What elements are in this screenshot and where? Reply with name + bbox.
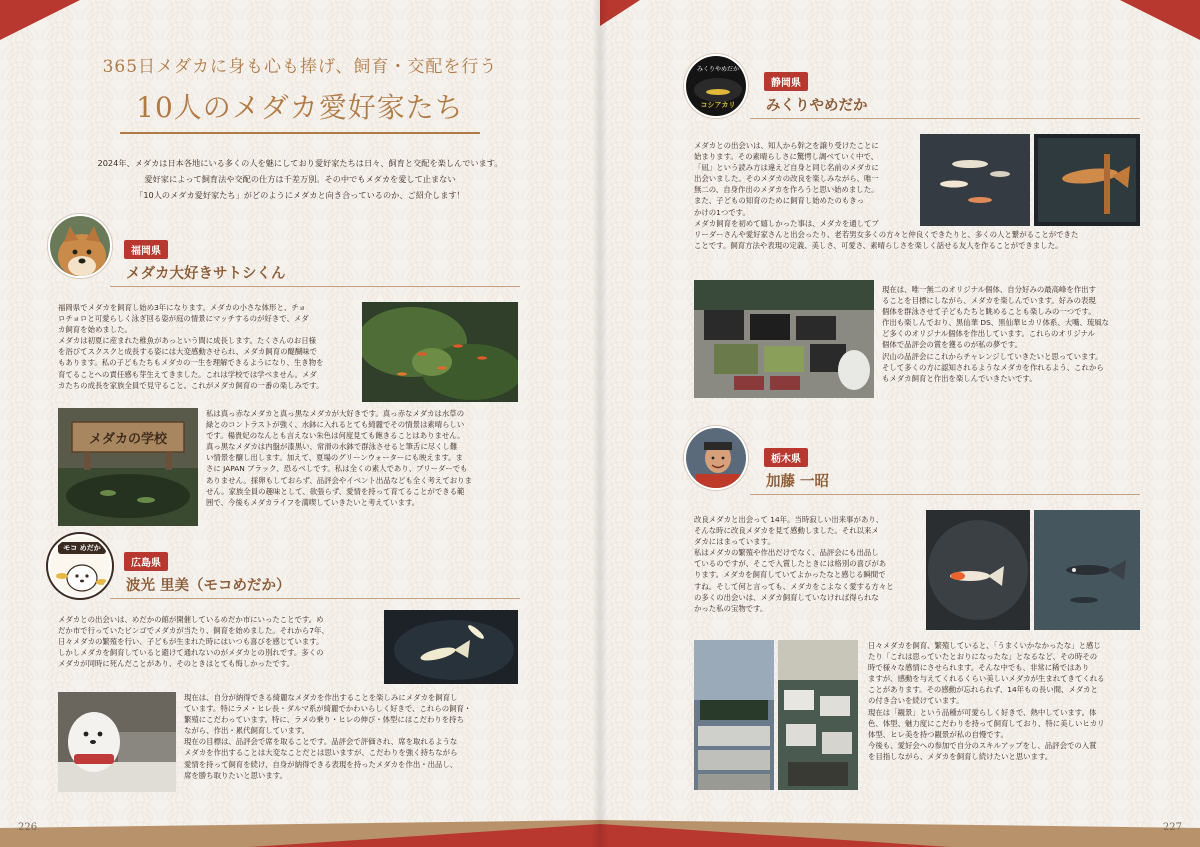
text-line: 日々メダカを飼育、繁殖していると、「うまくいかなかったな」と感じ [868,641,1101,650]
text-line: 改良メダカと出会って 14年。当時寂しい出来事があり、 [694,515,884,524]
white-medaka-photo [384,610,518,684]
text-line: メダカとの出会いは、めだかの館が開催しているめだか市にいったことです。め [58,615,324,624]
text-line: ダカにはまっています。 [694,537,775,547]
black-medaka-photo [1034,510,1140,630]
page-kicker: 365日メダカに身も心も捧げ、飼育・交配を行う [102,57,498,77]
text-line: を浴びてスクスクと成長する姿には大変感動させられ、メダカ飼育の醍醐味で [58,347,318,357]
text-line: ています。特にラメ・ヒレ長・ダルマ系が綺麗でかわいらしく好きで、これらの飼育・ [184,704,472,714]
text-line: メダカ飼育を初めて嬉しかった事は、メダカを通してブ [694,219,879,228]
person4-story-b [868,640,1140,762]
person3-story-c [882,284,1140,384]
prefecture-badge: 福岡県 [124,240,168,259]
text-line: 真っ黒なメダカは内盤が漆黒い、常滑の水鉢で群泳させると筆舌に尽くし難 [206,442,458,452]
text-line: 個体を群泳させて子どもたちと眺めることも楽しみの一つです。 [882,307,1096,317]
avatar-kato-portrait [684,426,748,490]
text-line: せん。家族全員の趣味として、欲張らず、愛情を持って育てることができる範 [206,486,465,496]
text-line: ことがあります。その感動が忘れられず、14年もの長い間、メダカと [868,685,1098,695]
text-line: ているのですが、そこで入賞したときには格別の喜びがあ [694,559,887,569]
medaka-school-sign-photo [58,408,198,526]
logo-bottom-text: コシアカリ [700,101,736,109]
text-line: 愛情を持って飼育を続け、自身が納得できる表現を持ったメダカを作出・出品し、 [184,759,458,769]
text-line: 日々メダカの繁殖を行い、子どもが生まれた時にはいつも喜びを感じています。 [58,637,324,647]
text-line: ありません。採卵もしておらず、品評会やイベント出品なども全く考えておりま [206,475,472,485]
text-line: 「凪」という読み方は違えど自身と同じ名前のメダカに [694,163,879,173]
name-divider [750,118,1140,119]
text-line: ります。メダカを飼育していてよかったなと感じる瞬間で [694,570,886,580]
title-underline [120,132,480,134]
prefecture-badge: 広島県 [124,552,168,571]
text-line: 個体で品評会の賞を獲るのが私の夢です。 [882,340,1022,350]
text-line: そんな時に改良メダカを見て感動しました。それ以来メ [694,526,879,536]
intro-line: 愛好家によって飼育法や交配の仕方は千差万別。その中でもメダカを愛して止まない [144,174,456,184]
page-number-left: 226 [18,822,38,833]
text-line: の多くの出会いは、メダカ飼育していなければ得られな [694,592,879,602]
breeding-tanks-photo [694,280,874,398]
top-right-ribbon [1120,0,1200,40]
text-line: 現在は、唯一無二のオリジナル個体、自分好みの最高峰を作出す [882,285,1096,294]
text-line: 現在は「観景」という品種が可愛らしく好きで、熱中しています。体 [868,707,1097,717]
text-line: リーダーさんや愛好家さんと出会ったり、老若男女多くの方々と仲良くできたりと、多くの人と繋がることができた [694,230,1079,240]
text-line: 作出も楽しんでおり、黒仙華 DS、黒仙華ヒカリ体系、大嘴、琉風な [882,318,1110,328]
medaka-tank-photo-1 [920,134,1030,226]
person-name: 加藤 一昭 [766,474,830,490]
text-line: を目指しながら、メダカを飼育し続けたいと思います。 [868,751,1053,761]
person1-story-b [206,408,518,508]
text-line: ながら、作出・累代飼育しています。 [184,726,310,736]
text-line: 繁殖にこだわっています。特に、ラメの乗り・ヒレの伸び・体型にはこだわりを持ち [184,715,464,725]
text-line: 沢山の品評会にこれからチャレンジしていきたいと思っています。 [882,351,1103,361]
person3-story-b [694,218,1140,251]
text-line: 育てることへの責任感も芽生えてきました。これは学校では学べません。メダ [58,369,317,379]
avatar-shiba-dog [48,214,112,278]
text-line: メダカは初夏に産まれた稚魚があっという間に成長します。たくさんのお日様 [58,336,317,346]
medaka-tank-photo-2 [1034,134,1140,226]
text-line: 現在は、自分が納得できる綺麗なメダカを作出することを楽しみにメダカを飼育し [184,693,458,702]
text-line: さに JAPAN ブラック、恐るべしです。私は全くの素人であり、ブリーダーでも [206,464,468,474]
text-line: 福岡県でメダカを飼育し始め3年になります。メダカの小さな体形と、チョ [58,303,306,312]
text-line: かけの1つです。 [694,207,750,217]
text-line: カたちの成長を家族全員で見守ること。これがメダカ飼育の一番の楽しみです。 [58,380,324,390]
text-line: メダカとの出会いは、知人から幹之を譲り受けたことに [694,141,879,150]
text-line: です。楊貴妃のなんとも言えない朱色は何度見ても飽きることはありません。 [206,431,465,441]
person3-story-a [694,140,916,218]
text-line: また、子どもの知育のために飼育し始めたのもきっ [694,196,864,206]
text-line: かった私の宝物です。 [694,603,768,613]
text-line: カ飼育を始めました。 [58,325,132,335]
text-line: 私は真っ赤なメダカと真っ黒なメダカが大好きです。真っ赤なメダカは水草の [206,409,465,418]
top-left-ribbon [0,0,80,40]
avatar-mikuriya-logo [684,54,748,118]
page-title: 10人のメダカ愛好家たち [136,91,464,124]
text-line: ど多くのオリジナル個体を作出しています。これらのオリジナル [882,329,1095,339]
name-divider [110,598,520,599]
bottom-ribbon-left [0,820,600,847]
orange-medaka-photo [926,510,1030,630]
text-line: 無二の、自身作出のメダカを作ろうと思い始めました。 [694,185,879,195]
intro-line: 2024年、メダカは日本各地にいる多くの人を魅にしており愛好家たちは日々、飼育と交配を楽しんでいます。 [97,158,503,168]
greenhouse-photo-2 [778,640,858,790]
text-line: ることを目標にしながら、メダカを楽しんでいます。好みの表現 [882,296,1096,306]
text-line: もあります。私の子どもたちもメダカの一生を理解できるようになり、生き物を [58,358,324,368]
text-line: 席を勝ち取りたいと思います。 [184,770,287,780]
text-line: メダカが同時に死んだことがあり、そのときはとても悔しかったです。 [58,659,294,669]
text-line: 現在の目標は、品評会で席を取ることです。品評会で評価され、席を取れるような [184,737,458,747]
person-name: メダカ大好きサトシくん [126,266,286,282]
text-line: ますが、感動を与えてくれるくらい美しいメダカが生まれてきてくれる [868,674,1105,684]
prefecture-badge: 静岡県 [764,72,808,91]
text-line: ことです。飼育方法や表現の定義、美しさ、可愛さ、素晴らしさを楽しく話せる友人を作ることができました。 [694,241,1063,251]
intro-line: 「10人のメダカ愛好家たち」がどのようにメダカと向き合っているのか、ご紹介します！ [135,190,465,200]
logo-top-text: みくりやめだか [696,66,739,73]
prefecture-badge: 栃木県 [764,448,808,467]
text-line: だか市で行っていたビンゴでメダカが当たり、飼育を始めました。それから7年、 [58,626,329,636]
person4-story-a [694,514,922,614]
text-line: 私はメダカの繁殖や作出だけでなく、品評会にも出品し [694,548,879,558]
text-line: 囲で、今後もメダカライフを満喫していきたいと考えています。 [206,497,420,507]
text-line: 緑とのコントラストが強く、水鉢に入れるとても綺麗でその情景は素晴らしい [206,420,465,430]
bottom-ribbon-right [600,820,1200,847]
person-name: 波光 里美（モコめだか） [126,578,291,594]
white-dog-photo [58,692,176,792]
text-line: い情景を醸し出します。加えて、夏場のグリーンウォーターにも映えます。ま [206,453,463,463]
person-name: みくりやめだか [766,98,868,114]
text-line: 今後も、愛好会への参加で自分のスキルアップをし、品評会での入賞 [868,740,1097,750]
name-divider [750,494,1140,495]
intro-paragraph [60,155,540,203]
text-line: 色、体型、魅力度にこだわりを持って飼育しており、特に美しいヒカリ [868,718,1105,728]
text-line: すね。そして何と言っても、メダカをこよなく愛する方々と [694,581,894,591]
text-line: 出会いました。そのメダカの改良を楽しみながら、唯一 [694,174,879,184]
person1-story-a [58,302,358,391]
right-page [600,0,1200,847]
text-line: ロチョロと可愛らしく泳ぎ回る姿が庭の情景にマッチするのが好きで、メダ [58,314,309,324]
person2-story-b [184,692,518,781]
name-divider [110,286,520,287]
text-line: そして多くの方に認知されるようなメダカを作れるよう、これから [882,362,1104,372]
page-number-right: 227 [1162,822,1182,833]
person2-story-a [58,614,378,669]
text-line: たり「これは思っていたとおりになったな」となるなど、その時その [868,652,1098,662]
book-gutter-shadow [592,0,608,847]
avatar-moko-medaka-logo [48,534,112,598]
text-line: もメダカ飼育と作出を楽しんでいきたいです。 [882,373,1037,383]
greenhouse-photo-1 [694,640,774,790]
sign-text: メダカの学校 [88,432,167,447]
pond-medaka-photo [362,302,518,402]
text-line: 始まります。その素晴らしさに驚愕し調べていく中で、 [694,152,879,162]
text-line: の付き合いを続けています。 [868,696,964,706]
text-line: しかしメダカを飼育していると避けて通れないのがメダカとの別れです。多くの [58,648,324,658]
text-line: 体型、ヒレ美を持つ観景が私の自慢です。 [868,729,1008,739]
logo-text: モコ めだか [63,544,101,552]
text-line: メダカを作出することは大変なことだとは思いますが、こだわりを強く持ちながら [184,748,458,758]
text-line: 時で様々な感情にさせられます。そんな中でも、非常に稀ではあり [868,663,1090,673]
